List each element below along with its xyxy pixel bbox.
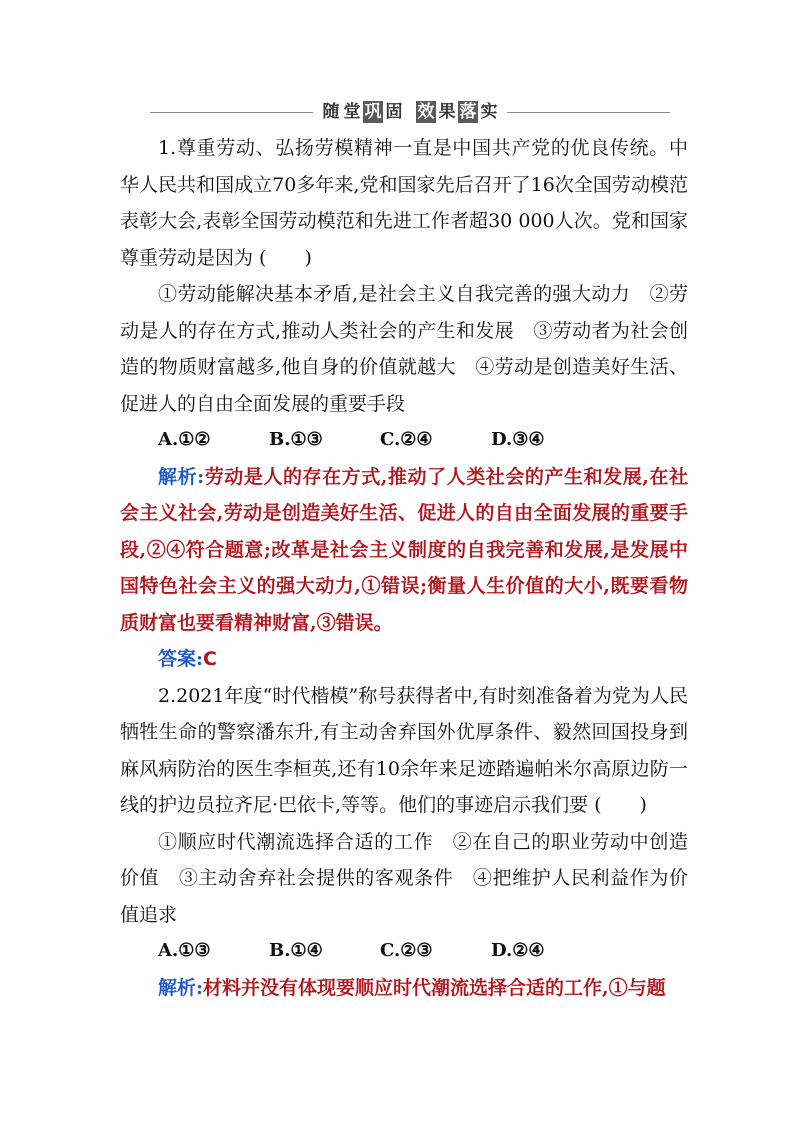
option-c: C.②④	[380, 429, 433, 450]
analysis-text: 劳动是人的存在方式,推动了人类社会的产生和发展,在社会主义社会,劳动是创造美好生活、促进人的自由全面发展的重要手段,②④符合题意;改革是社会主义制度的自我完善和发展,是发展中国特色社会主义的强大动力,①错误;衡量人生价值的大小,既要看物质财富也要看精神财富,③错误。	[120, 465, 688, 634]
banner-title	[321, 101, 499, 123]
banner-char: 果	[438, 102, 456, 122]
question-1-statements: ①劳动能解决基本矛盾,是社会主义自我完善的强大动力 ②劳动是人的存在方式,推动人类社会的产生和发展 ③劳动者为社会创造的物质财富越多,他自身的价值就越大 ④劳动是创造美好生活、促进人的自由全面发展的重要手段	[120, 283, 688, 415]
banner-char: 随	[322, 102, 340, 122]
banner-char: 实	[480, 102, 498, 122]
question-2-analysis	[120, 970, 688, 1007]
question-2-statements: ①顺应时代潮流选择合适的工作 ②在自己的职业劳动中创造价值 ③主动舍弃社会提供的客观条件 ④把维护人民利益作为价值追求	[120, 830, 688, 926]
question-1-options	[120, 422, 688, 459]
question-list	[120, 130, 688, 1006]
analysis-label: 解析:	[158, 976, 204, 999]
answer-value: C	[203, 648, 217, 670]
option-a: A.①②	[158, 429, 211, 450]
question-1-analysis	[120, 459, 688, 642]
banner-char: 固	[385, 102, 403, 122]
banner-char: 效	[417, 102, 435, 122]
banner-char: 落	[459, 102, 477, 122]
answer-label: 答案:	[158, 648, 204, 670]
section-banner	[150, 98, 670, 126]
question-2-stem: 2.2021年度“时代楷模”称号获得者中,有时刻准备着为党为人民牺牲生命的警察潘东升,有主动舍弃国外优厚条件、毅然回国投身到麻风病防治的医生李桓英,还有10余年来足迹踏遍帕米尔高原边防一线的护边员拉齐尼·巴依卡,等等。他们的事迹启示我们要 ( )	[120, 684, 688, 816]
banner-char: 巩	[364, 102, 382, 122]
banner-rule-left	[150, 112, 313, 113]
question-2-options	[120, 933, 688, 970]
option-b: B.①④	[269, 940, 323, 961]
question-1-answer	[120, 641, 688, 678]
analysis-text: 材料并没有体现要顺应时代潮流选择合适的工作,①与题	[203, 976, 666, 999]
banner-rule-right	[507, 112, 670, 113]
option-a: A.①③	[158, 940, 211, 961]
analysis-label: 解析:	[158, 465, 205, 488]
option-c: C.②③	[380, 940, 433, 961]
question-1-stem: 1.尊重劳动、弘扬劳模精神一直是中国共产党的优良传统。中华人民共和国成立70多年来,党和国家先后召开了16次全国劳动模范表彰大会,表彰全国劳动模范和先进工作者超30 000人次。党和国家尊重劳动是因为 ( )	[120, 137, 688, 269]
option-d: D.②④	[491, 940, 545, 961]
option-d: D.③④	[491, 429, 545, 450]
option-b: B.①③	[269, 429, 323, 450]
banner-char: 堂	[343, 102, 361, 122]
